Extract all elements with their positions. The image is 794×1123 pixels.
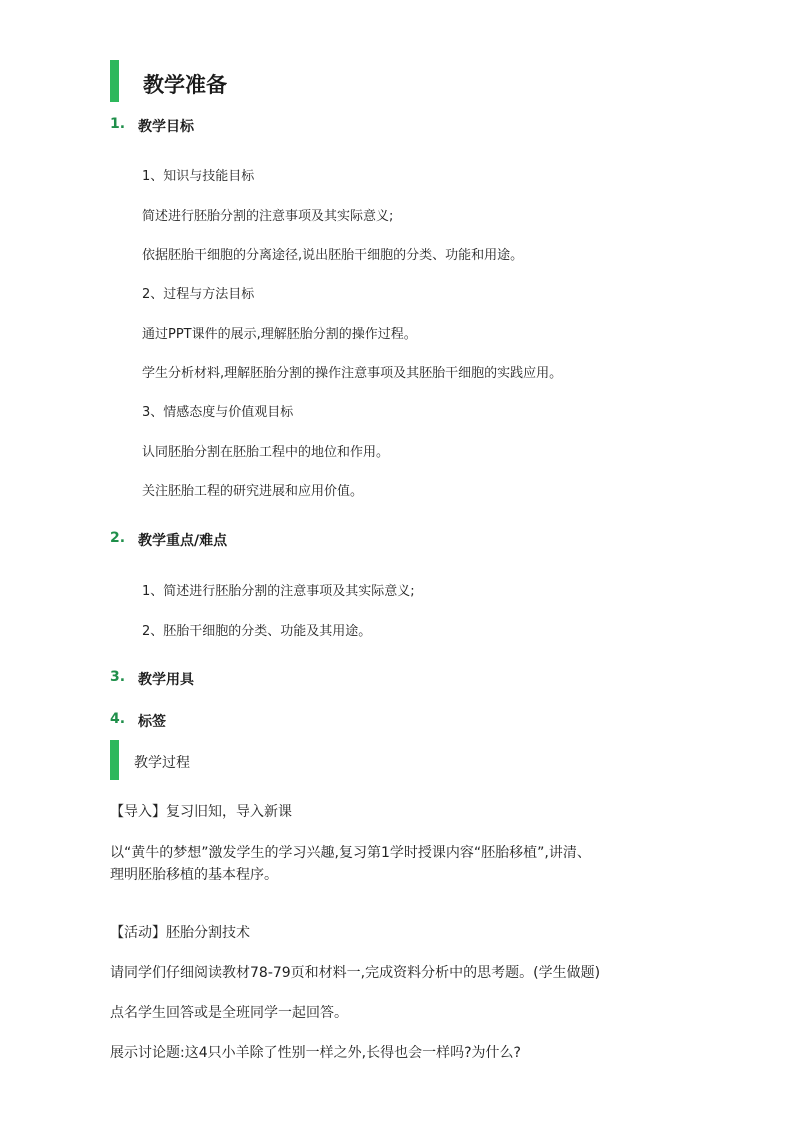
keypoint-line: 1、简述进行胚胎分割的注意事项及其实际意义; [142,584,415,599]
objective-line: 3、情感态度与价值观目标 [142,405,294,420]
objective-line: 2、过程与方法目标 [142,287,255,302]
section-number-1: 1. [110,116,126,132]
section-title-keypoints: 教学重点/难点 [138,533,228,549]
process-accent-bar [110,740,119,780]
activity-line: 展示讨论题:这4只小羊除了性别一样之外,长得也会一样吗?为什么? [110,1045,521,1061]
keypoint-line: 2、胚胎干细胞的分类、功能及其用途。 [142,624,372,639]
objective-line: 1、知识与技能目标 [142,169,255,184]
objective-line: 认同胚胎分割在胚胎工程中的地位和作用。 [142,445,390,460]
section-number-4: 4. [110,711,126,727]
intro-paragraph-line: 以“黄牛的梦想”激发学生的学习兴趣,复习第1学时授课内容“胚胎移植”,讲清、 [110,845,591,861]
section-title-tools: 教学用具 [138,672,194,688]
page-title: 教学准备 [143,73,227,97]
objective-line: 依据胚胎干细胞的分离途径,说出胚胎干细胞的分类、功能和用途。 [142,248,524,263]
section-title-objectives: 教学目标 [138,119,194,135]
objective-line: 简述进行胚胎分割的注意事项及其实际意义; [142,209,394,224]
section-number-3: 3. [110,669,126,685]
section-title-tags: 标签 [138,714,166,730]
objective-line: 学生分析材料,理解胚胎分割的操作注意事项及其胚胎干细胞的实践应用。 [142,366,563,381]
heading-accent-bar [110,60,119,102]
intro-heading: 【导入】复习旧知，导入新课 [110,804,292,820]
process-title: 教学过程 [134,755,190,771]
activity-heading: 【活动】胚胎分割技术 [110,925,250,941]
activity-line: 点名学生回答或是全班同学一起回答。 [110,1005,348,1021]
objective-line: 关注胚胎工程的研究进展和应用价值。 [142,484,364,499]
activity-line: 请同学们仔细阅读教材78-79页和材料一,完成资料分析中的思考题。(学生做题) [110,965,601,981]
intro-paragraph-line: 理明胚胎移植的基本程序。 [110,867,278,883]
objective-line: 通过PPT课件的展示,理解胚胎分割的操作过程。 [142,327,417,342]
section-number-2: 2. [110,530,126,546]
